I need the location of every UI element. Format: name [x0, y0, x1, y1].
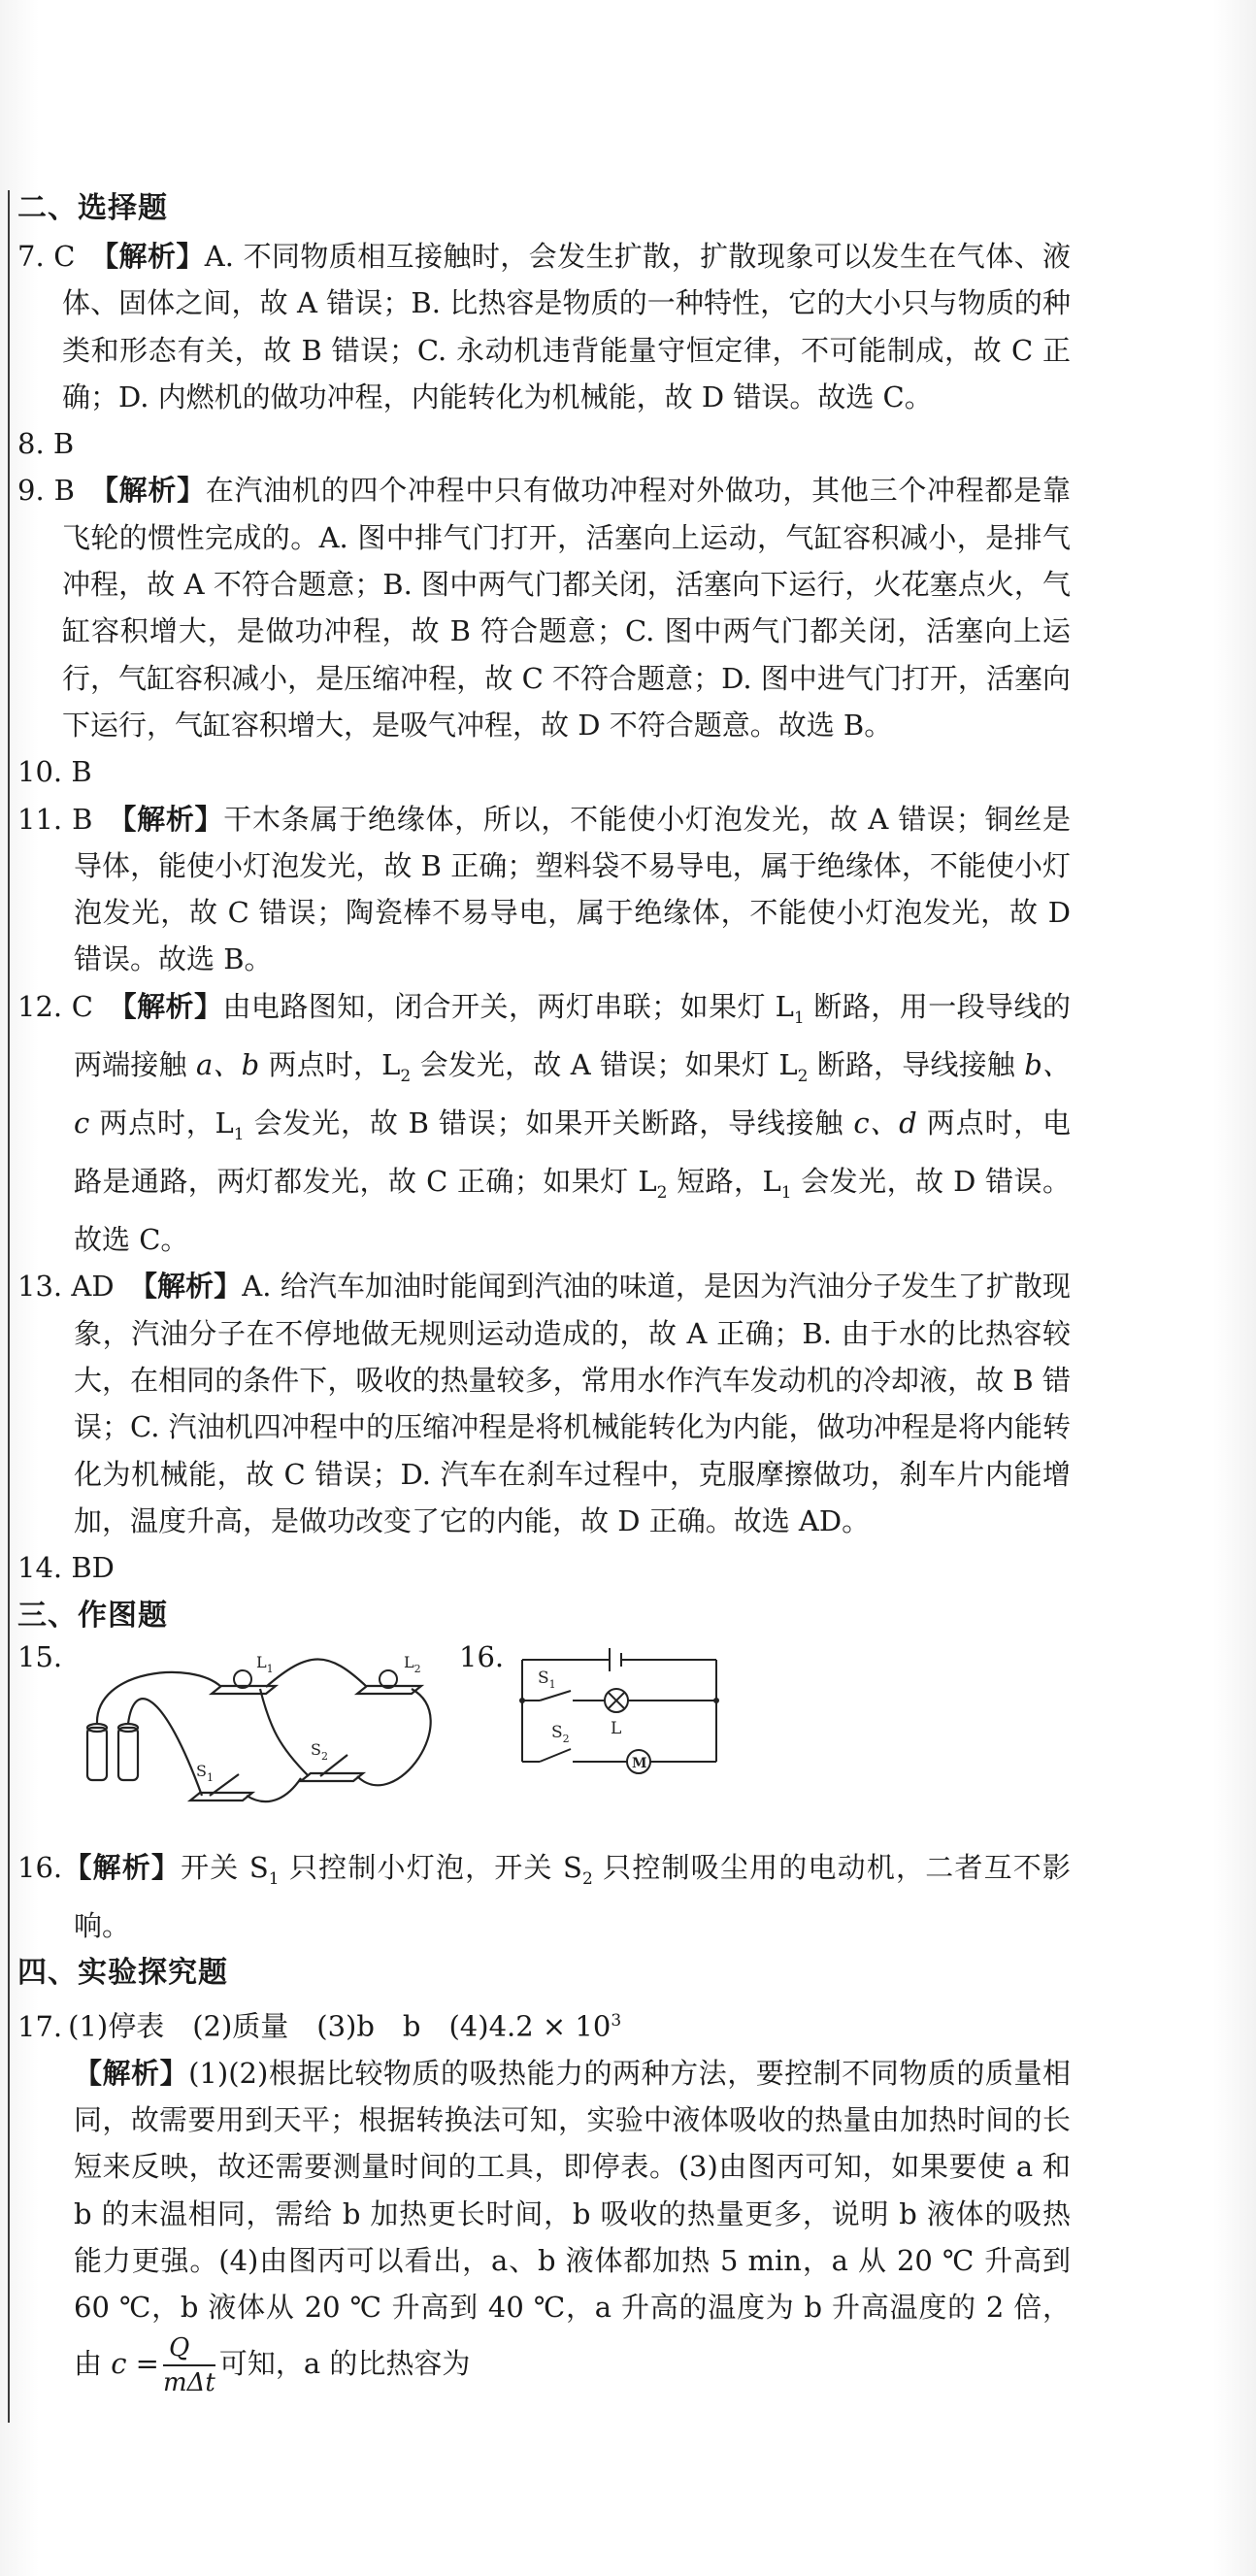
figure-15-S2-sub: 2 [320, 1749, 328, 1763]
answer-17-text: (1)(2)根据比较物质的吸热能力的两种方法，要控制不同物质的质量相同，故需要用到天平；根据转换法可知，实验中液体吸收的热量由加热时间的长短来反映，故还需要测量时间的工具，即停表。(3)由图丙可知，如果要使 a 和 b 的末温相同，需给 b 加热更长时间，b 吸收的热量更多，说明 b 液体的吸热能力更强。(4)由图丙可以看出，a、b 液体都加热 5 min，a 从 20 ℃ 升高到 60 ℃，b 液体从 20 ℃ 升高到 40 ℃，a 升高的温度为 b 升高温度的 2 倍，由 [74, 2056, 1071, 2380]
answer-12-text: 断路，用一段导线的两端接触 [74, 989, 1071, 1081]
answer-content [17, 184, 1071, 2399]
switch-base-icon [190, 1793, 252, 1800]
answer-12 [17, 983, 1071, 1264]
superscript: 3 [611, 2010, 622, 2031]
answer-12-text: 两点时，L [259, 1047, 401, 1081]
answer-12-text: 会发光，故 A 错误；如果灯 L [411, 1047, 798, 1081]
answer-11 [17, 796, 1071, 983]
svg-text:S2 [311, 1740, 328, 1763]
figure-15-S1: S [196, 1761, 207, 1780]
switch-base-icon [301, 1773, 363, 1781]
figure-15-L1-sub: 1 [266, 1662, 274, 1675]
answer-9 [17, 467, 1071, 748]
answer-17-answers: (1)停表 (2)质量 (3)b b (4)4.2 × 10 [68, 2009, 611, 2043]
analysis-tag: 【解析】 [74, 2056, 189, 2090]
subscript: 1 [268, 1868, 280, 1889]
analysis-tag: 【解析】 [108, 802, 224, 836]
section-title-choice: 二、选择题 [17, 191, 168, 225]
answer-13 [17, 1263, 1071, 1544]
svg-text:L1 [256, 1653, 274, 1675]
answer-16-text: 只控制吸尘用的电动机，二者互不影响。 [74, 1850, 1071, 1942]
figure-16-S1: S [538, 1668, 549, 1688]
figure-16-L: L [611, 1718, 622, 1738]
answer-8: 8. B [17, 427, 75, 461]
subscript: 2 [797, 1066, 809, 1086]
point-label: c、d [853, 1106, 917, 1139]
figure-16-label: 16. [459, 1639, 505, 1673]
analysis-tag: 【解析】 [62, 1850, 182, 1884]
answer-17-text-end: 可知，a 的比热容为 [218, 2346, 471, 2380]
svg-text:S1 [538, 1668, 556, 1691]
figure-row [17, 1640, 1071, 1844]
answer-12-text: 断路，导线接触 [808, 1047, 1025, 1081]
answer-14: 14. BD [17, 1551, 115, 1585]
svg-text:L2 [404, 1653, 421, 1675]
section-title-experiment: 四、实验探究题 [17, 1955, 228, 1990]
answer-12-text: 两点时，电路是通路，两灯都发光，故 C 正确；如果灯 L [74, 1106, 1071, 1199]
answer-16-text: 只控制小灯泡，开关 S [279, 1850, 582, 1884]
answer-13-text: A. 给汽车加油时能闻到汽油的味道，是因为汽油分子发生了扩散现象，汽油分子在不停地做无规则运动造成的，故 A 正确；B. 由于水的比热容较大，在相同的条件下，吸收的热量较多，常用水作汽车发动机的冷却液，故 B 错误；C. 汽油机四冲程中的压缩冲程是将机械能转化为内能，做功冲程是将内能转化为机械能，故 C 错误；D. 汽车在刹车过程中，克服摩擦做功，刹车片内能增加，温度升高，是做功改变了它的内能，故 D 正确。故选 AD。 [74, 1270, 1071, 1537]
figure-15-L2-sub: 2 [413, 1662, 421, 1675]
switch-icon [540, 1691, 571, 1701]
battery-icon [610, 1648, 621, 1671]
figure-15-label: 15. [17, 1639, 63, 1673]
answer-10: 10. B [17, 755, 92, 789]
subscript: 1 [233, 1124, 245, 1144]
subscript: 2 [656, 1182, 668, 1203]
answer-9-number: 9. B [17, 474, 75, 508]
answer-17-header [17, 1998, 1071, 2050]
analysis-tag: 【解析】 [128, 1270, 243, 1304]
margin-rule [8, 190, 10, 2423]
answer-13-number: 13. AD [17, 1270, 115, 1304]
subscript: 1 [780, 1182, 792, 1203]
subscript: 2 [581, 1868, 593, 1889]
figure-15-S2: S [311, 1739, 321, 1759]
point-label: b、c [74, 1047, 1072, 1139]
figure-15-L2: L [404, 1652, 414, 1671]
point-label: a、b [196, 1047, 260, 1081]
analysis-tag: 【解析】 [89, 474, 206, 508]
figure-15-circuit [76, 1640, 445, 1834]
answer-16 [17, 1844, 1071, 1949]
formula-denominator: mΔt [162, 2367, 215, 2397]
answer-16-number: 16. [17, 1850, 63, 1884]
analysis-tag: 【解析】 [90, 240, 205, 273]
figure-15-S1-sub: 1 [206, 1770, 214, 1784]
answer-17-number: 17. [17, 2009, 63, 2043]
figure-15-L1: L [256, 1652, 267, 1671]
answer-12-text: 会发光，故 D 错误。故选 C。 [74, 1165, 1071, 1257]
answer-11-text: 干木条属于绝缘体，所以，不能使小灯泡发光，故 A 错误；铜丝是导体，能使小灯泡发光，故 B 正确；塑料袋不易导电，属于绝缘体，不能使小灯泡发光，故 C 错误；陶瓷棒不易导电，属于绝缘体，不能使小灯泡发光，故 D 错误。故选 B。 [74, 802, 1071, 976]
battery-icon [118, 1728, 138, 1780]
formula-fraction [163, 2331, 215, 2399]
switch-icon [540, 1749, 571, 1762]
figure-16-S1-sub: 1 [548, 1677, 556, 1691]
formula-lhs: c = [111, 2346, 159, 2380]
answer-7-number: 7. C [17, 240, 76, 273]
answer-11-number: 11. B [17, 802, 93, 836]
figure-16-S2: S [551, 1722, 563, 1742]
answer-12-text: 短路，L [667, 1165, 781, 1199]
answer-7 [17, 233, 1071, 420]
figure-16-S2-sub: 2 [562, 1732, 570, 1745]
svg-text:S2 [551, 1723, 570, 1745]
battery-icon [87, 1728, 107, 1780]
analysis-tag: 【解析】 [108, 989, 223, 1023]
answer-12-text: 两点时，L [89, 1106, 234, 1139]
figure-16-schematic [512, 1640, 736, 1776]
subscript: 1 [793, 1007, 805, 1028]
svg-text:S1 [196, 1762, 214, 1784]
answer-17-analysis [17, 2050, 1071, 2399]
answer-16-text: 开关 S [181, 1850, 269, 1884]
answer-12-number: 12. C [17, 989, 93, 1023]
answer-12-text: 会发光，故 B 错误；如果开关断路，导线接触 [244, 1106, 854, 1139]
section-title-drawing: 三、作图题 [17, 1598, 168, 1633]
figure-16-M: M [632, 1755, 647, 1771]
answer-7-text: A. 不同物质相互接触时，会发生扩散，扩散现象可以发生在气体、液体、固体之间，故 A 错误；B. 比热容是物质的一种特性，它的大小只与物质的种类和形态有关，故 B 错误；C. 永动机违背能量守恒定律，不可能制成，故 C 正确；D. 内燃机的做功冲程，内能转化为机械能，故 D 错误。故选 C。 [62, 240, 1072, 413]
answer-9-text: 在汽油机的四个冲程中只有做功冲程对外做功，其他三个冲程都是靠飞轮的惯性完成的。A. 图中排气门打开，活塞向上运动，气缸容积减小，是排气冲程，故 A 不符合题意；B. 图中两气门都关闭，活塞向下运行，火花塞点火，气缸容积增大，是做功冲程，故 B 符合题意；C. 图中两气门都关闭，活塞向上运行，气缸容积减小，是压缩冲程，故 C 不符合题意；D. 图中进气门打开，活塞向下运行，气缸容积增大，是吸气冲程，故 D 不符合题意。故选 B。 [62, 474, 1071, 742]
subscript: 2 [400, 1066, 412, 1086]
formula-numerator: Q [163, 2331, 215, 2366]
answer-12-text: 由电路图知，闭合开关，两灯串联；如果灯 L [222, 989, 794, 1023]
